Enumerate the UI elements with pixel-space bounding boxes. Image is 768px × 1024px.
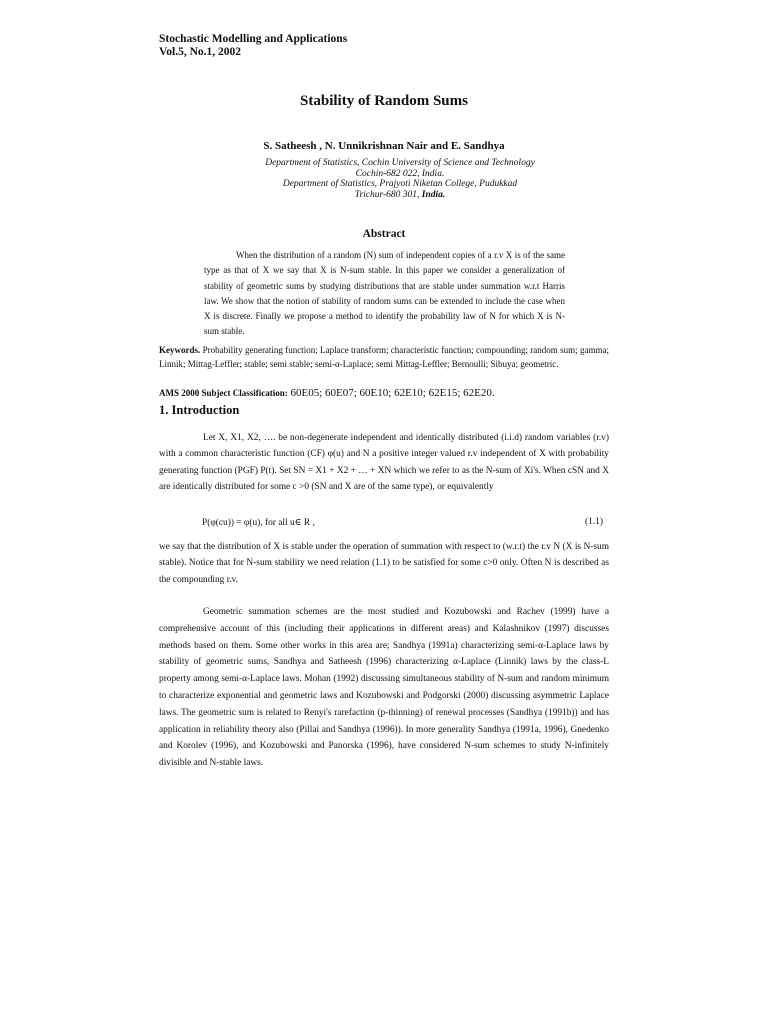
paragraph: Geometric summation schemes are the most studied and Kozubowski and Rachev (1999) have a comprehensive account of this (including their applications in different areas) and Kalashnikov (1997) discusses methods based on them. Some other works in this area are; Sandhya (1991a) characterizing semi-α-Laplace laws by stability of geometric sums, Sandhya and Satheesh (1996) characterizing α-Laplace (Linnik) laws by the class-L property among semi-α-Laplace laws. Mohan (1992) discussing simultaneous stability of N-sum and random minimum to characterize exponential and geometric laws and Kozubowski and Podgorski (2000) discussing asymmetric Laplace laws. The geometric sum is related to Renyi's rarefaction (p-thinning) of renewal processes (Sandhya (1991b)) and has application in reliability theory also (Pillai and Sandhya (1996)). In more generality Sandhya (1991a, 1996), Gnedenko and Korolev (1996), and Kozubowski and Panorska (1996), have considered N-sum schemes to study N-infinitely divisible and N-stable laws. (159, 607, 609, 769)
keywords-text: Probability generating function; Laplace transform; characteristic function; compounding; random sum; gamma; Linnik; Mittag-Leffler; stable; semi stable; semi-α-Laplace; semi Mittag-Leffler; Bernoulli; Sibuya; geometric. (159, 345, 609, 369)
affiliation-city: Trichur-680 301, (354, 189, 420, 200)
section-heading: 1. Introduction (159, 403, 240, 417)
keywords-label: Keywords. (159, 345, 201, 355)
journal-name: Stochastic Modelling and Applications (159, 33, 348, 45)
paragraph: Let X, X1, X2, …. be non-degenerate independent and identically distributed (i.i.d) random variables (r.v) with a common characteristic function (CF) φ(u) and N a positive integer valued r.v independent of X with probability generating function (PGF) P(t). Set SN = X1 + X2 + … + XN which we refer to as the N-sum of Xi's. When cSN and X are identically distributed for some c >0 (SN and X are of the same type), or equivalently (159, 433, 609, 492)
ams-codes: 60E05; 60E07; 60E10; 62E10; 62E15; 62E20. (287, 387, 495, 399)
equation-number: (1.1) (585, 517, 603, 527)
affiliation-line: Department of Statistics, Cochin University of Science and Technology (265, 158, 535, 168)
ams-label: AMS 2000 Subject Classification: (159, 388, 288, 398)
equation: P(φ(cu)) = φ(u), for all u∈ R , (202, 518, 315, 528)
keywords (159, 343, 609, 371)
affiliation-line: Department of Statistics, Prajyoti Niketan College, Pudukkad (282, 179, 518, 190)
journal-header (159, 33, 347, 59)
paper-authors: S. Satheesh , N. Unnikrishnan Nair and E. Sandhya (263, 140, 505, 152)
affiliation-country: India. (421, 189, 446, 200)
ams-classification (159, 386, 609, 400)
paper-title: Stability of Random Sums (300, 93, 468, 109)
affiliations (200, 158, 600, 200)
affiliation-line: Cochin-682 022, India. (355, 168, 445, 179)
abstract-text: When the distribution of a random (N) sum of independent copies of a r.v X is of the same type as that of X we say that X is N-sum stable. In this paper we consider a generalization of stability of geometric sums by studying distributions that are stable under summation w.r.t Harris law. We show that the notion of stability of random sums can be extended to include the case when X is discrete. Finally we propose a method to identify the probability law of N for which X is N-sum stable. (204, 250, 565, 337)
journal-volume: Vol.5, No.1, 2002 (159, 46, 241, 58)
affiliation-line (200, 190, 600, 201)
paragraph: we say that the distribution of X is stable under the operation of summation with respect to (w.r.t) the r.v N (X is N-sum stable). Notice that for N-sum stability we need relation (1.1) to be satisfied for some c>0 only. Often N is described as the compounding r.v. (159, 542, 609, 585)
abstract-heading: Abstract (362, 228, 406, 240)
